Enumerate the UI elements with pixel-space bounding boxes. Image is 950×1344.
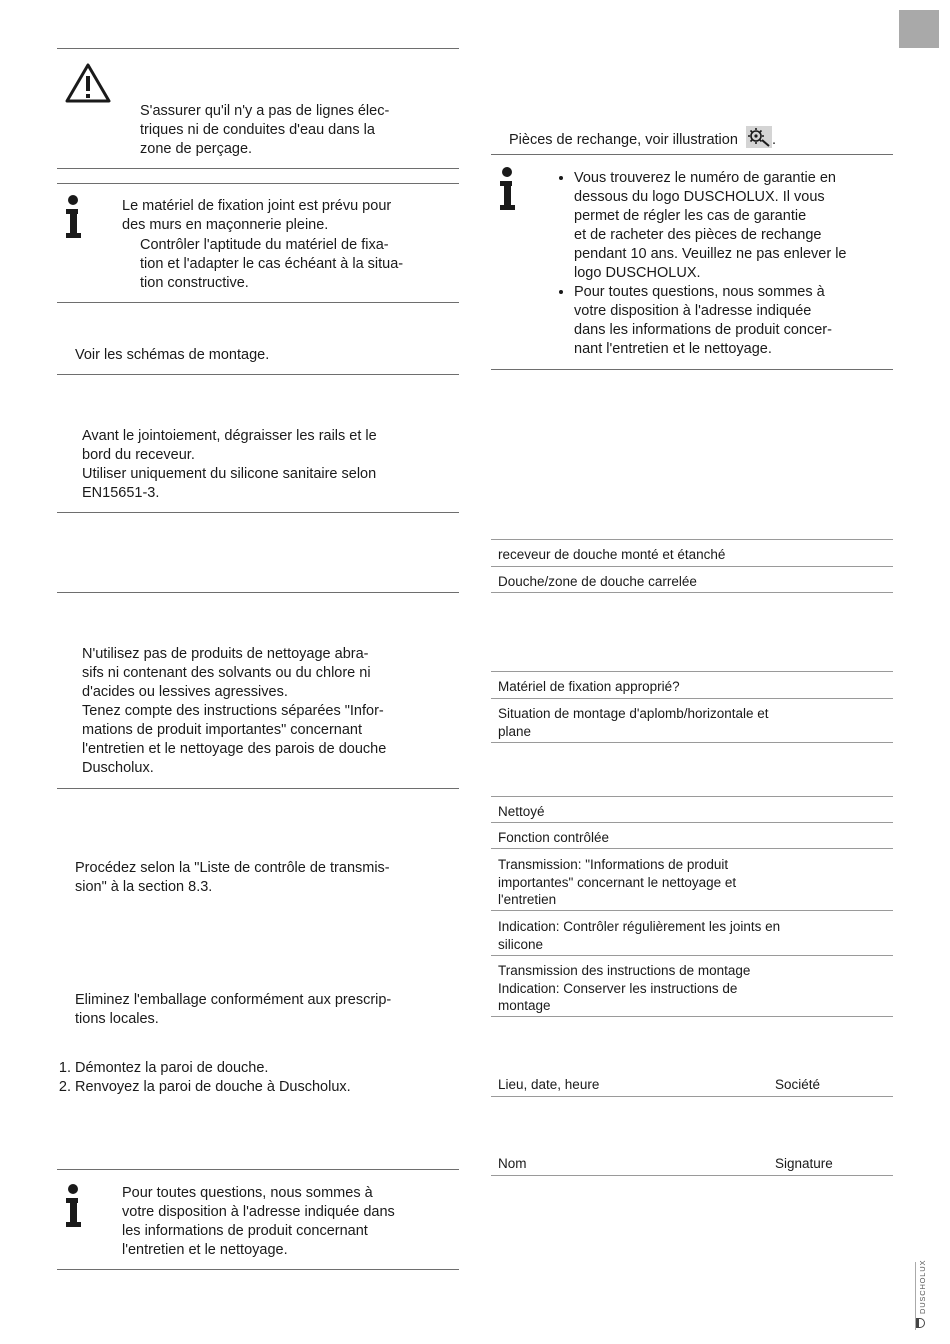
- info-bullet: • Pour toutes questions, nous sommes à votre disposition à l'adresse indiquée dans les informations de produit concer- nant l'entretien et le nettoyage.: [574, 283, 896, 359]
- fixing-check-text: Contrôler l'aptitude du matériel de fixa- tion et l'adapter le cas échéant à la situa- tion constructive.: [140, 237, 404, 291]
- divider: [57, 1169, 459, 1170]
- contact-text: Pour toutes questions, nous sommes à votre disposition à l'adresse indiquée dans les informations de produit concernant l'entretien et le nettoyage.: [122, 1185, 395, 1258]
- checklist-rule: [491, 955, 893, 956]
- divider: [57, 48, 459, 49]
- checklist-rule: [491, 1016, 893, 1017]
- signature-line: [491, 1096, 893, 1097]
- checklist-rule: [491, 671, 893, 672]
- spare-parts-line: Pièces de rechange, voir illustration .: [509, 126, 776, 150]
- warning-text: S'assurer qu'il n'y a pas de lignes élec- triques ni de conduites d'eau dans la zone de perçage.: [140, 103, 390, 157]
- disposal-text: Eliminez l'emballage conformément aux prescrip- tions locales.: [75, 992, 392, 1027]
- divider: [57, 168, 459, 169]
- checklist-item: Transmission des instructions de montage Indication: Conserver les instructions de montage: [498, 963, 751, 1013]
- sig-name-label: Nom: [498, 1156, 527, 1171]
- return-step: 1. Démontez la paroi de douche.: [75, 1059, 457, 1078]
- warning-icon: [64, 62, 112, 104]
- checklist-rule: [491, 848, 893, 849]
- sig-signature-label: Signature: [775, 1156, 833, 1171]
- divider: [57, 788, 459, 789]
- handover-text: Procédez selon la "Liste de contrôle de transmis- sion" à la section 8.3.: [75, 860, 390, 895]
- checklist-rule: [491, 566, 893, 567]
- fixing-note-text: Le matériel de fixation joint est prévu pour des murs en maçonnerie pleine.: [122, 198, 392, 233]
- divider: [57, 592, 459, 593]
- divider: [57, 512, 459, 513]
- checklist-rule: [491, 822, 893, 823]
- info-icon: [497, 166, 517, 212]
- divider: [57, 374, 459, 375]
- checklist-item: Nettoyé: [498, 804, 545, 819]
- duscholux-logo-icon: [916, 1318, 925, 1328]
- info-icon: [63, 194, 83, 240]
- signature-line: [491, 1175, 893, 1176]
- checklist-item: Indication: Contrôler régulièrement les joints en silicone: [498, 919, 781, 952]
- assembly-text: Voir les schémas de montage.: [75, 347, 270, 363]
- checklist-rule: [491, 592, 893, 593]
- spare-parts-text: Pièces de rechange, voir illustration: [509, 132, 738, 148]
- checklist-item: Situation de montage d'aplomb/horizontale et plane: [498, 706, 769, 739]
- checklist-rule: [491, 742, 893, 743]
- checklist-item: Matériel de fixation approprié?: [498, 679, 680, 694]
- checklist-item: Fonction contrôlée: [498, 830, 610, 845]
- divider: [57, 302, 459, 303]
- sig-company-label: Société: [775, 1077, 821, 1092]
- sealing-text: Avant le jointoiement, dégraisser les rails et le bord du receveur. Utiliser uniquement du silicone sanitaire selon EN15651-3.: [82, 428, 377, 501]
- checklist-rule: [491, 796, 893, 797]
- info-bullets: [556, 169, 896, 359]
- return-step: 2. Renvoyez la paroi de douche à Duscholux.: [75, 1078, 457, 1097]
- checklist-item: Douche/zone de douche carrelée: [498, 574, 697, 589]
- divider: [491, 154, 893, 155]
- info-bullet: • Vous trouverez le numéro de garantie en dessous du logo DUSCHOLUX. Il vous permet de régler les cas de garantie et de racheter des pièces de rechange pendant 10 ans. Veuillez ne pas enlever le logo DUSCHOLUX.: [574, 169, 896, 283]
- divider: [57, 183, 459, 184]
- checklist-rule: [491, 539, 893, 540]
- cleaning-text: N'utilisez pas de produits de nettoyage abra- sifs ni contenant des solvants ou du chlore ni d'acides ou lessives agressives. Tenez compte des instructions séparées "Infor- mations de produit importantes" concernant l'entretien et le nettoyage des parois de douche Duscholux.: [82, 646, 387, 776]
- page-corner-tab: [899, 10, 939, 48]
- divider: [57, 1269, 459, 1270]
- divider: [491, 369, 893, 370]
- gear-wrench-icon: [746, 126, 772, 148]
- checklist-item: Transmission: "Informations de produit importantes" concernant le nettoyage et l'entretien: [498, 857, 737, 907]
- sig-place-label: Lieu, date, heure: [498, 1077, 600, 1092]
- checklist-item: receveur de douche monté et étanché: [498, 547, 726, 562]
- checklist-rule: [491, 698, 893, 699]
- return-steps: [57, 1059, 457, 1097]
- brand-text: DUSCHOLUX: [918, 1259, 927, 1314]
- info-icon: [63, 1183, 83, 1229]
- checklist-rule: [491, 910, 893, 911]
